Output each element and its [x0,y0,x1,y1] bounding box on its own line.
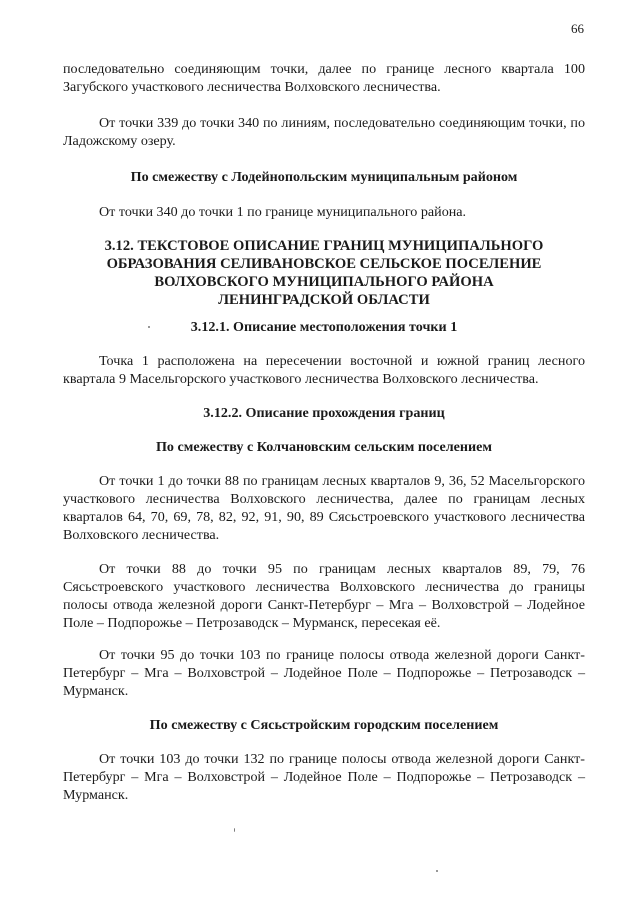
subsection-heading-boundaries: 3.12.2. Описание прохождения границ [203,405,445,421]
paragraph-points-88-95: От точки 88 до точки 95 по границам лесных кварталов 89, 79, 76 Сясьстроевского участкового лесничества Волховского лесничества до границы полосы отвода железной дороги Санкт-Петербург – Мга – Волховстрой – Лодейное Поле – Подпорожье – Петрозаводск – Мурманск, пересекая её. [63,561,585,631]
paragraph-points-103-132: От точки 103 до точки 132 по границе полосы отвода железной дороги Санкт-Петербург – Мга – Волховстрой – Лодейное Поле – Подпорожье – Петрозаводск – Мурманск. [63,751,585,803]
paragraph-points-340-1: От точки 340 до точки 1 по границе муниципального района. [99,204,467,220]
scan-speck [234,828,235,832]
chapter-title [63,237,585,309]
section-heading-lodeynopolsky: По смежеству с Лодейнопольским муниципальным районом [130,169,518,185]
paragraph-points-339-340: От точки 339 до точки 340 по линиям, последовательно соединяющим точки, по Ладожскому озеру. [63,115,585,149]
chapter-title-line: ВОЛХОВСКОГО МУНИЦИПАЛЬНОГО РАЙОНА [154,274,494,290]
paragraph-points-1-88: От точки 1 до точки 88 по границам лесных кварталов 9, 36, 52 Масельгорского участкового лесничества Волховского лесничества, далее по границам лесных кварталов 64, 70, 69, 78, 82, 92, 91, 90, 89 Сясьстроевского участкового лесничества Волховского лесничества. [63,473,585,543]
paragraph-point-1-location: Точка 1 расположена на пересечении восточной и южной границ лесного квартала 9 Масельгорского участкового лесничества Волховского лесничества. [63,353,585,387]
paragraph-points-95-103: От точки 95 до точки 103 по границе полосы отвода железной дороги Санкт-Петербург – Мга – Волховстрой – Лодейное Поле – Подпорожье – Петрозаводск – Мурманск. [63,647,585,699]
scan-speck [148,326,150,328]
chapter-title-line: ОБРАЗОВАНИЯ СЕЛИВАНОВСКОЕ СЕЛЬСКОЕ ПОСЕЛЕНИЕ [106,256,542,272]
subsection-heading-point-1: 3.12.1. Описание местоположения точки 1 [190,319,458,335]
scan-speck [436,870,438,872]
chapter-title-line: ЛЕНИНГРАДСКОЙ ОБЛАСТИ [218,292,430,308]
paragraph-continuation: последовательно соединяющим точки, далее по границе лесного квартала 100 Загубского участкового лесничества Волховского лесничества. [63,61,585,95]
section-heading-syasstroyskoe: По смежеству с Сясьстройским городским поселением [149,717,499,733]
page-number: 66 [571,21,584,36]
section-heading-kolchanovskoe: По смежеству с Колчановским сельским поселением [155,439,493,455]
chapter-title-line: 3.12. ТЕКСТОВОЕ ОПИСАНИЕ ГРАНИЦ МУНИЦИПАЛЬНОГО [104,238,544,254]
